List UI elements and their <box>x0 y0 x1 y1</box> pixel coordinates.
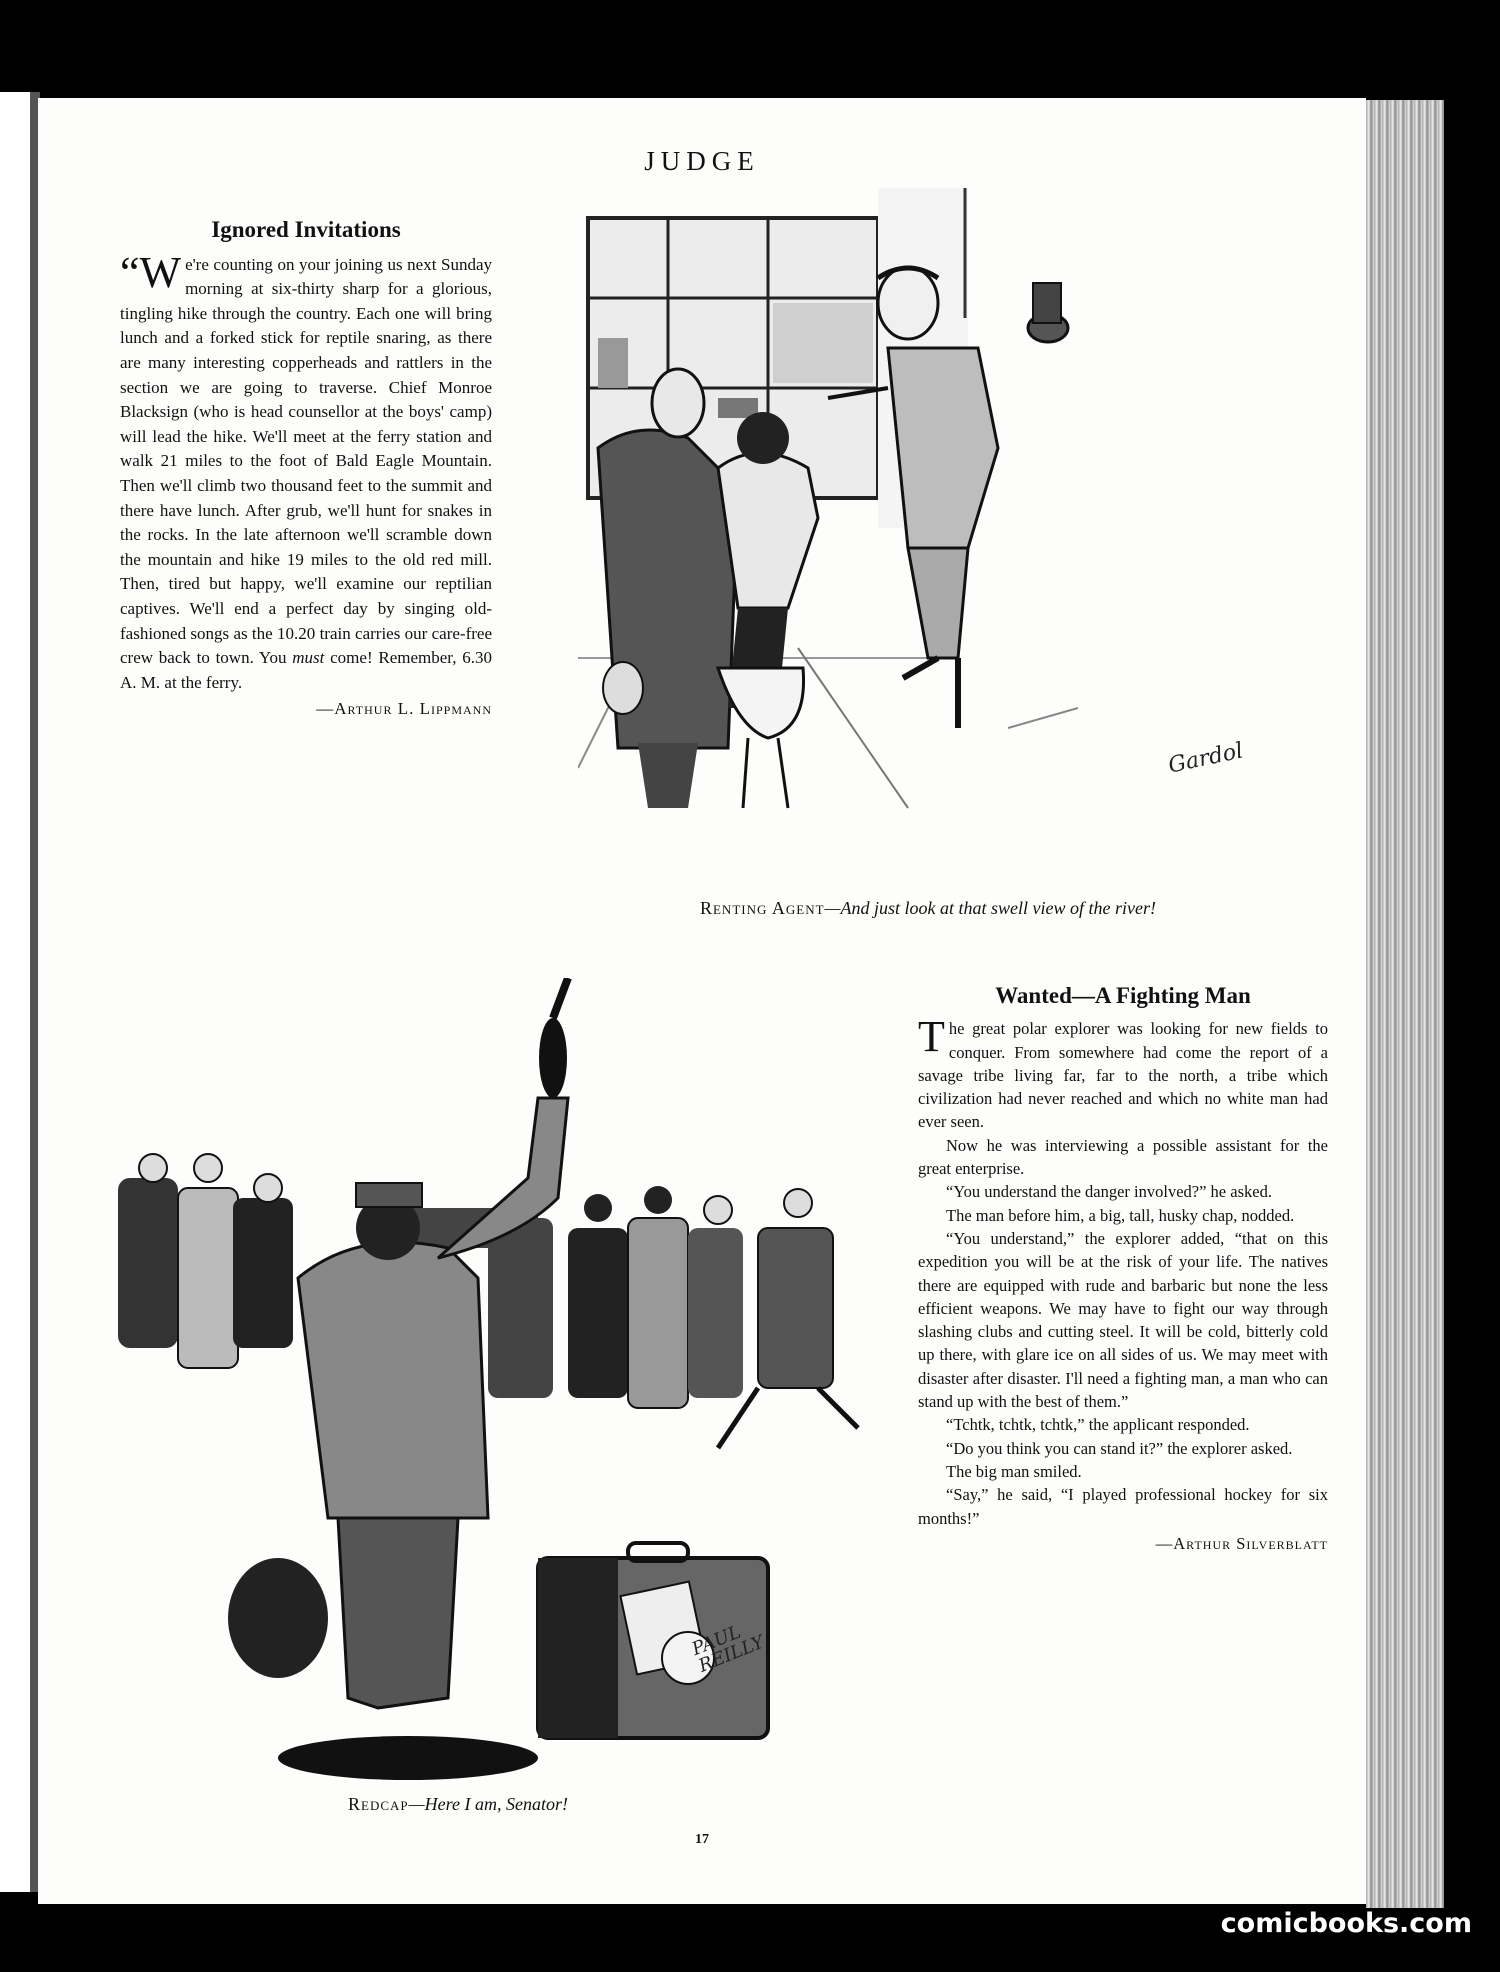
caption-line: —And just look at that swell view of the river! <box>824 898 1156 918</box>
article-paragraph: “You understand,” the explorer added, “that on this expedition you will be at the risk of your life. The natives there are equipped with rude and barbaric but none the less efficient weapons. We may have to fight our way through slashing clubs and cutting steel. It will be cold, bitterly cold up there, with glare ice on all sides of us. We may meet with disaster after disaster. I'll need a fighting man, a man who can stand up with the best of them.” <box>918 1228 1328 1412</box>
article-paragraph: The great polar explorer was looking for new fields to conquer. From somewhere had come the report of a savage tribe living far, far to the north, a tribe which civilization had never reached and which no white man had ever seen. <box>918 1012 1328 1132</box>
article-paragraph: The man before him, a big, tall, husky chap, nodded. <box>946 1205 1295 1225</box>
article-paragraph: “You understand the danger involved?” he asked. <box>946 1182 1272 1202</box>
article-title: Ignored Invitations <box>211 217 401 242</box>
caption-speaker: Redcap <box>348 1794 409 1814</box>
cartoon-signature: PAUL REILLY <box>689 1621 768 1677</box>
article-paragraph: The big man smiled. <box>946 1461 1082 1481</box>
article-paragraph: “Do you think you can stand it?” the explorer asked. <box>946 1438 1293 1458</box>
article-byline: —Arthur Silverblatt <box>1155 1533 1328 1553</box>
drop-cap: T <box>918 1012 945 1062</box>
cartoon-caption-redcap <box>138 1794 778 1815</box>
page-stack-edges <box>1366 100 1444 1908</box>
article-ignored-invitations <box>120 218 492 722</box>
cartoon-renting-agent-illustration <box>578 188 1338 828</box>
magazine-page <box>38 98 1366 1904</box>
article-title: Wanted—A Fighting Man <box>995 983 1251 1008</box>
page-number: 17 <box>695 1832 709 1847</box>
cartoon-signature: Gardol <box>1166 738 1246 779</box>
drop-cap: “W <box>120 247 182 297</box>
caption-speaker: Renting Agent <box>699 898 825 918</box>
cartoon-caption-renting-agent <box>488 898 1368 919</box>
previous-page-edge <box>0 92 40 1892</box>
article-paragraph: “Say,” he said, “I played professional hockey for six months!” <box>918 1485 1328 1528</box>
cartoon-redcap-illustration <box>98 978 928 1798</box>
site-watermark: comicbooks.com <box>1220 1908 1472 1939</box>
caption-line: —Here I am, Senator! <box>408 1794 568 1814</box>
article-paragraph: Now he was interviewing a possible assistant for the great enterprise. <box>918 1135 1328 1179</box>
article-byline: —Arthur L. Lippmann <box>316 699 492 719</box>
article-paragraph: “Tchtk, tchtk, tchtk,” the applicant responded. <box>946 1415 1250 1435</box>
article-wanted-fighting-man <box>918 984 1328 1555</box>
article-body: “We're counting on your joining us next Sunday morning at six-thirty sharp for a glorious, tingling hike through the country. Each one will bring lunch and a forked stick for reptile snaring, as there are many interesting copperheads and rattlers in the section we are going to traverse. Chief Monroe Blacksign (who is head counsellor at the boys' camp) will lead the hike. We'll meet at the ferry station and walk 21 miles to the foot of Bald Eagle Mountain. Then we'll climb two thousand feet to the summit and there have lunch. After grub, we'll hunt for snakes in the rocks. In the late afternoon we'll scramble down the mountain and hike 19 miles to the old red mill. Then, tired but happy, we'll examine our reptilian captives. We'll end a perfect day by singing old-fashioned songs as the 10.20 train carries our care-free crew back to town. You must come! Remember, 6.30 A. M. at the ferry. <box>120 247 493 692</box>
magazine-title: JUDGE <box>644 146 760 176</box>
